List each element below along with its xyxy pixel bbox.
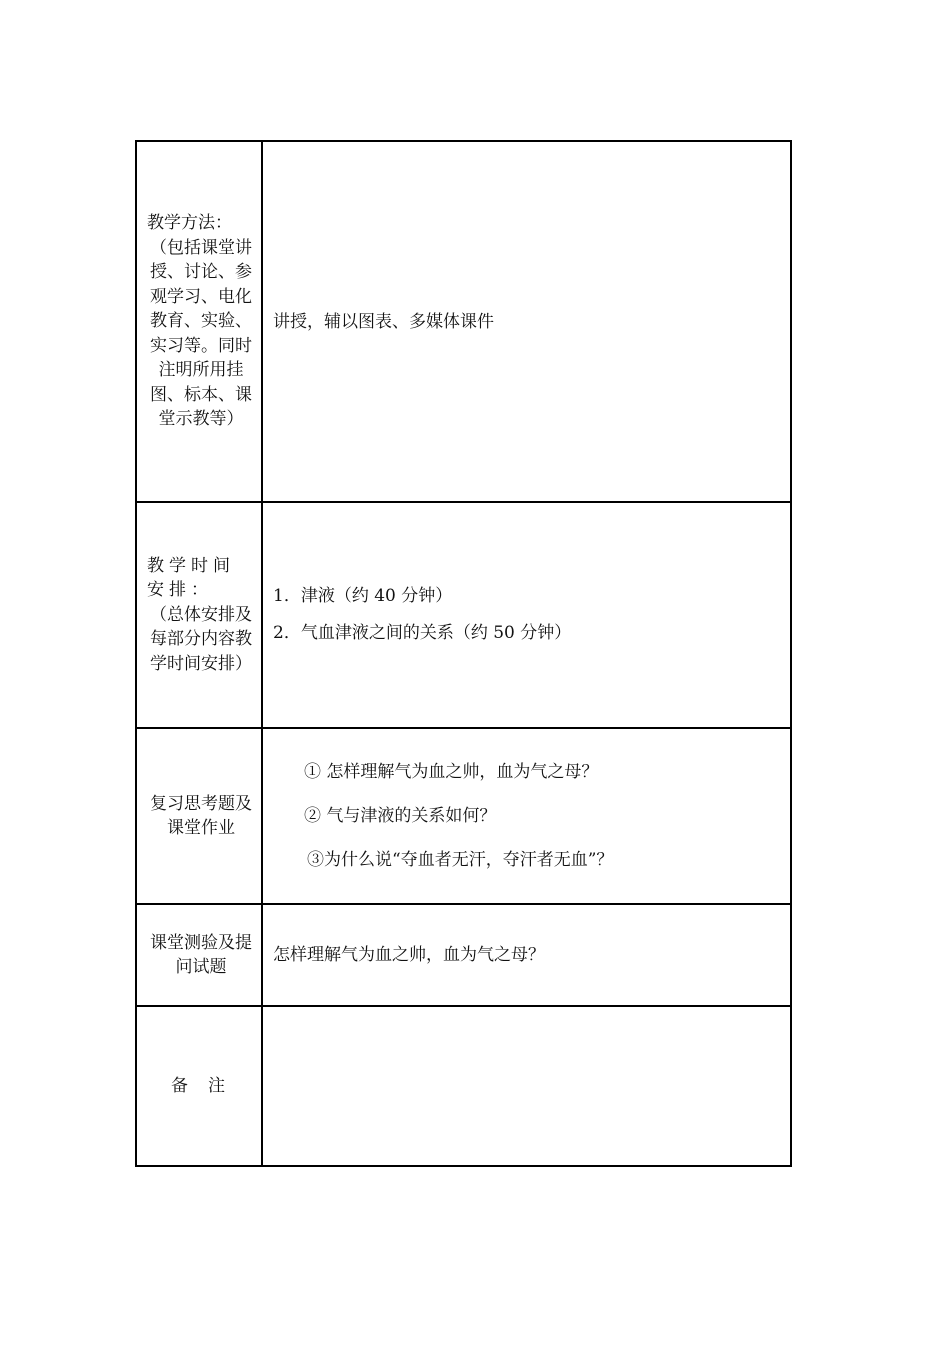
teaching-methods-note: （包括课堂讲授、讨论、参观学习、电化教育、实验、实习等。同时注明所用挂图、标本、课堂示教等） xyxy=(150,237,252,430)
schedule-item: 2．气血津液之间的关系（约 50 分钟） xyxy=(273,623,572,643)
remarks-content-cell xyxy=(262,1006,791,1166)
table-row-remarks xyxy=(136,1006,791,1166)
schedule-item: 1．津液（约 40 分钟） xyxy=(273,586,453,606)
teaching-methods-label-cell xyxy=(136,141,262,502)
teaching-methods-content-cell xyxy=(262,141,791,502)
schedule-label: 教学时间安排： xyxy=(147,555,235,601)
quiz-label-cell xyxy=(136,904,262,1006)
teaching-methods-content: 讲授，辅以图表、多媒体课件 xyxy=(273,311,494,332)
quiz-content: 怎样理解气为血之帅，血为气之母？ xyxy=(273,945,545,965)
review-question: ① 怎样理解气为血之帅，血为气之母？ xyxy=(304,762,599,782)
schedule-label-cell xyxy=(136,502,262,728)
remarks-label: 备注 xyxy=(171,1075,245,1096)
schedule-content-cell xyxy=(262,502,791,728)
quiz-content-cell xyxy=(262,904,791,1006)
teaching-plan-table xyxy=(135,140,792,1167)
table-row-quiz xyxy=(136,904,791,1006)
remarks-label-cell xyxy=(136,1006,262,1166)
table-row-schedule xyxy=(136,502,791,728)
schedule-note: （总体安排及每部分内容教学时间安排） xyxy=(150,604,252,674)
quiz-label: 课堂测验及提问试题 xyxy=(150,932,252,977)
review-label-cell xyxy=(136,728,262,904)
teaching-methods-label: 教学方法： xyxy=(147,213,232,234)
review-label: 复习思考题及课堂作业 xyxy=(150,793,252,838)
review-question: ③为什么说“夺血者无汗，夺汗者无血”？ xyxy=(307,850,614,870)
review-question: ② 气与津液的关系如何？ xyxy=(304,806,497,826)
table-row-teaching-methods xyxy=(136,141,791,502)
review-content-cell xyxy=(262,728,791,904)
table-row-review xyxy=(136,728,791,904)
